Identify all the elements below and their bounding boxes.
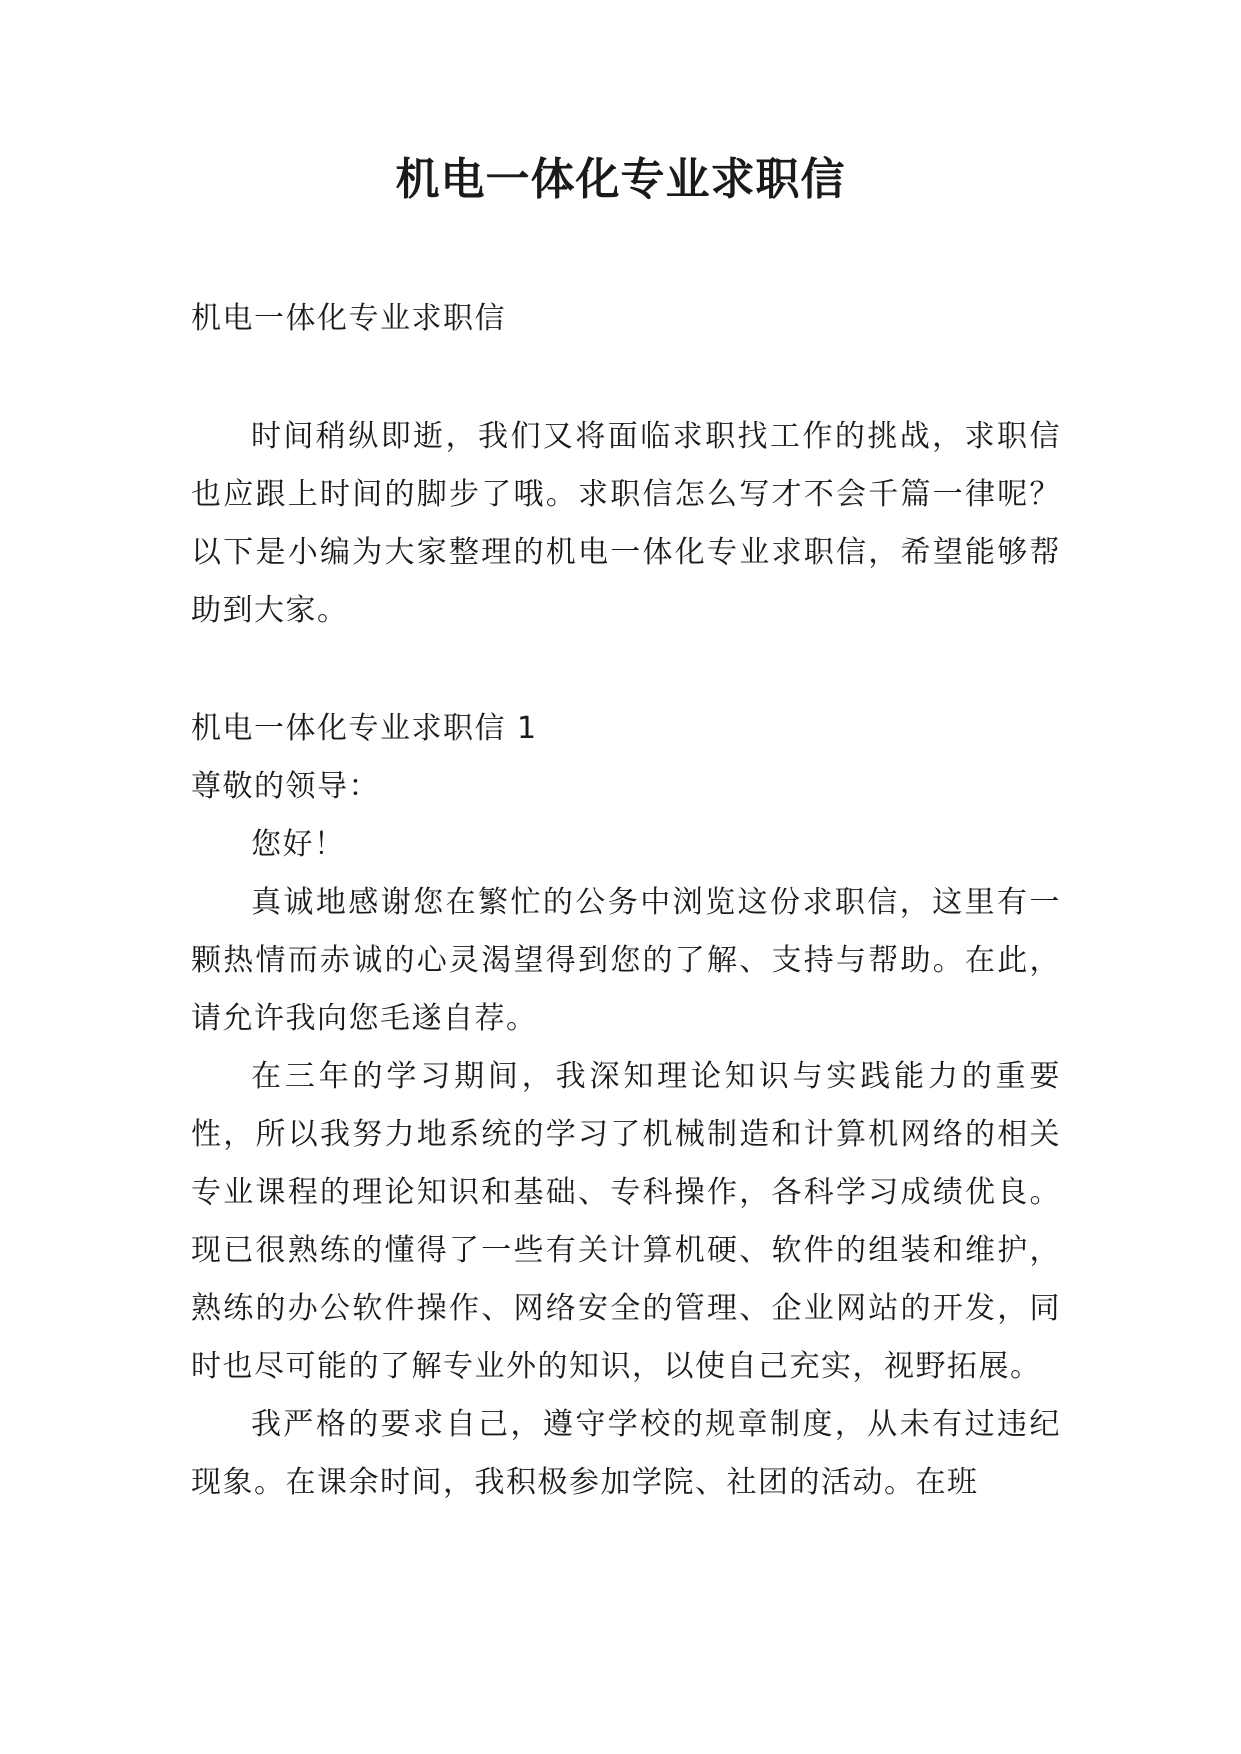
body-paragraph: 在三年的学习期间，我深知理论知识与实践能力的重要性，所以我努力地系统的学习了机械制造和计算机网络的相关专业课程的理论知识和基础、专科操作，各科学习成绩优良。现已很熟练的懂得了一些有关计算机硬、软件的组装和维护，熟练的办公软件操作、网络安全的管理、企业网站的开发，同时也尽可能的了解专业外的知识，以使自己充实，视野拓展。 <box>191 1059 1061 1384</box>
body-paragraph: 真诚地感谢您在繁忙的公务中浏览这份求职信，这里有一颗热情而赤诚的心灵渴望得到您的了解、支持与帮助。在此，请允许我向您毛遂自荐。 <box>191 885 1061 1036</box>
document-title: 机电一体化专业求职信 <box>395 154 846 205</box>
document-subtitle: 机电一体化专业求职信 <box>191 301 506 336</box>
salutation: 尊敬的领导： <box>191 769 380 804</box>
body-paragraph: 我严格的要求自己，遵守学校的规章制度，从未有过违纪现象。在课余时间，我积极参加学院、社团的活动。在班 <box>191 1407 1061 1500</box>
spacer <box>191 348 1061 408</box>
greeting: 您好！ <box>251 827 346 862</box>
section-heading: 机电一体化专业求职信 1 <box>191 711 538 746</box>
intro-paragraph: 时间稍纵即逝，我们又将面临求职找工作的挑战，求职信也应跟上时间的脚步了哦。求职信怎么写才不会千篇一律呢？以下是小编为大家整理的机电一体化专业求职信，希望能够帮助到大家。 <box>191 419 1061 628</box>
document-body <box>191 290 1061 1512</box>
spacer <box>191 640 1061 700</box>
